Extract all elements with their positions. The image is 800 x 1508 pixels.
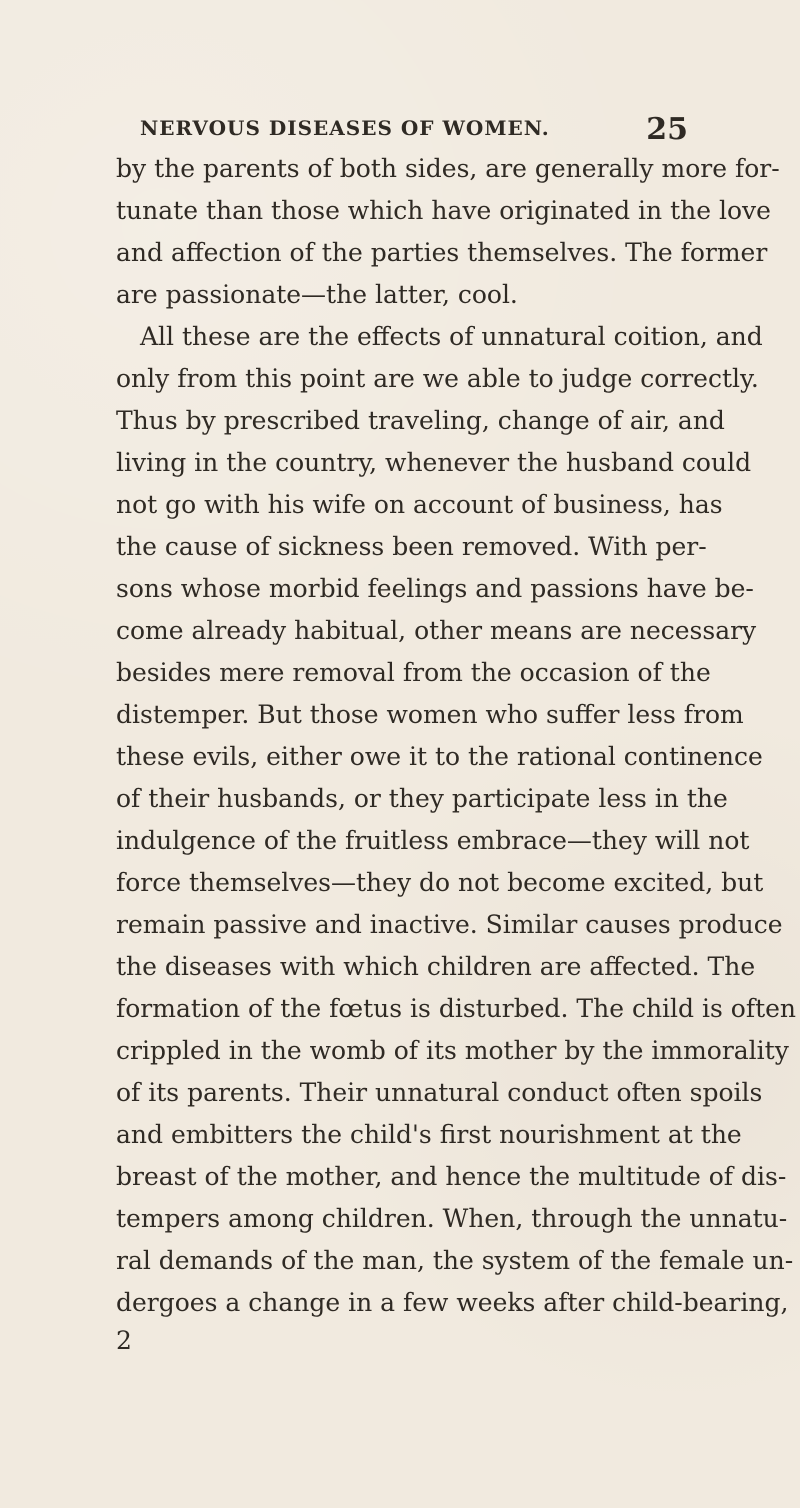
text-line-15: these evils, either owe it to the rational continence — [116, 742, 763, 771]
text-line-27: ral demands of the man, the system of the female un- — [116, 1246, 794, 1275]
text-line-23: of its parents. Their unnatural conduct often spoils — [116, 1078, 763, 1107]
running-head: NERVOUS DISEASES OF WOMEN. — [140, 116, 550, 140]
text-line-3: and affection of the parties themselves. The former — [116, 238, 768, 267]
text-line-16: of their husbands, or they participate less in the — [116, 784, 728, 813]
text-line-26: tempers among children. When, through the unnatu- — [116, 1204, 788, 1233]
text-line-6: only from this point are we able to judge correctly. — [116, 364, 759, 393]
text-line-2: tunate than those which have originated in the love — [116, 196, 771, 225]
text-line-25: breast of the mother, and hence the multitude of dis- — [116, 1162, 787, 1191]
text-line-9: not go with his wife on account of business, has — [116, 490, 723, 519]
text-line-17: indulgence of the fruitless embrace—they will not — [116, 826, 750, 855]
page-number: 25 — [646, 112, 688, 147]
text-line-8: living in the country, whenever the husband could — [116, 448, 752, 477]
text-line-20: the diseases with which children are affected. The — [116, 952, 756, 981]
text-line-10: the cause of sickness been removed. With per- — [116, 532, 707, 561]
text-line-28: dergoes a change in a few weeks after child-bearing, — [116, 1288, 789, 1317]
text-line-24: and embitters the child's first nourishment at the — [116, 1120, 742, 1149]
text-line-1: by the parents of both sides, are generally more for- — [116, 154, 780, 183]
text-line-12: come already habitual, other means are necessary — [116, 616, 757, 645]
text-line-11: sons whose morbid feelings and passions have be- — [116, 574, 754, 603]
text-line-22: crippled in the womb of its mother by the immorality — [116, 1036, 789, 1065]
text-line-13: besides mere removal from the occasion of the — [116, 658, 711, 687]
text-line-18: force themselves—they do not become excited, but — [116, 868, 764, 897]
page-header — [140, 112, 688, 156]
body-text — [116, 154, 797, 1336]
text-line-4: are passionate—the latter, cool. — [116, 280, 518, 309]
text-line-21: formation of the fœtus is disturbed. The child is often — [116, 994, 797, 1023]
text-line-14: distemper. But those women who suffer less from — [116, 700, 744, 729]
text-line-19: remain passive and inactive. Similar causes produce — [116, 910, 783, 939]
text-line-5: All these are the effects of unnatural coition, and — [140, 322, 763, 351]
text-line-7: Thus by prescribed traveling, change of air, and — [116, 406, 725, 435]
signature-mark: 2 — [116, 1326, 132, 1355]
